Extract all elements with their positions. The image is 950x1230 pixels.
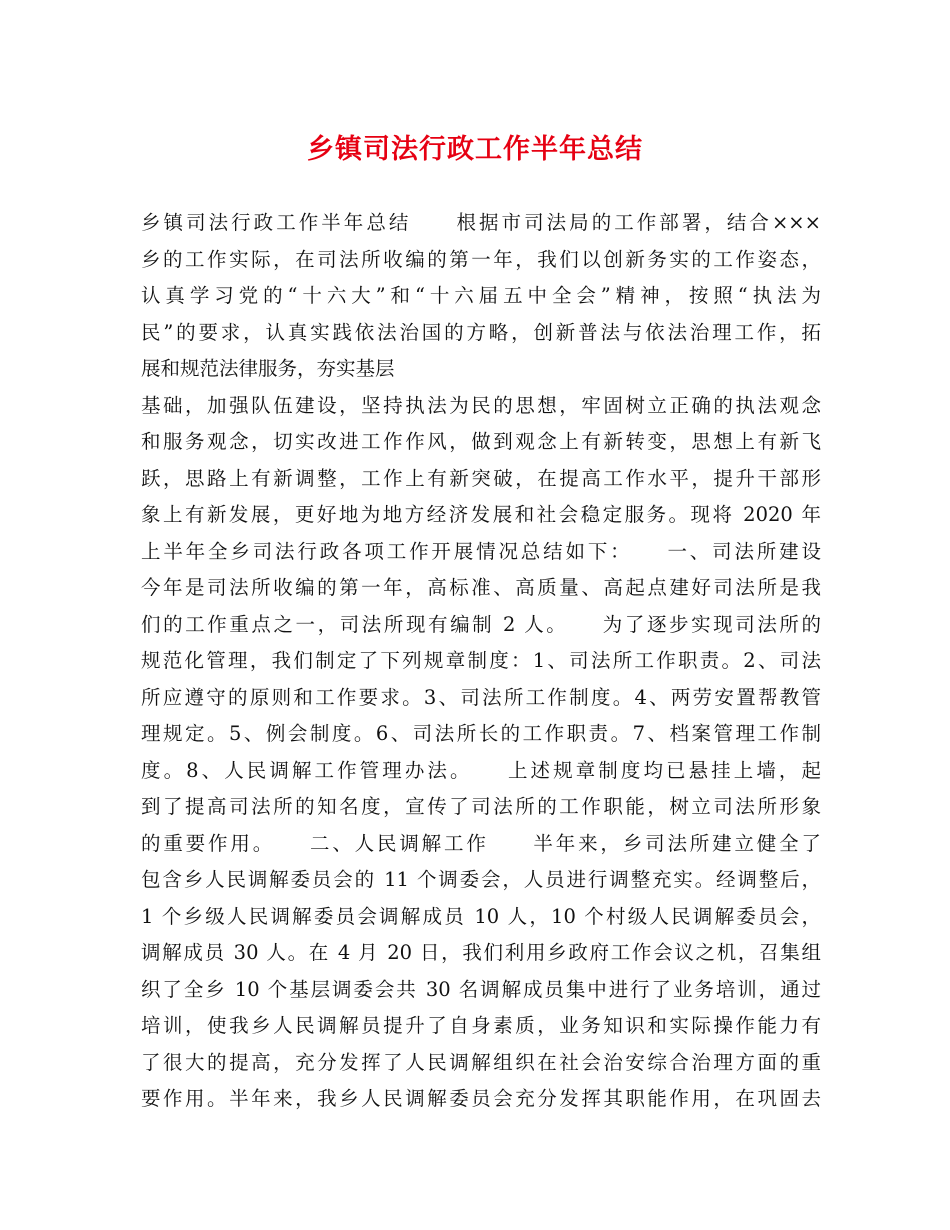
body-line: 展和规范法律服务，夯实基层 xyxy=(141,357,395,380)
body-line: 和服务观念，切实改进工作作风，做到观念上有新转变，思想上有新飞 xyxy=(141,430,821,453)
document-title: 乡镇司法行政工作半年总结 xyxy=(307,134,643,165)
body-line: 今年是司法所收编的第一年，高标准、高质量、高起点建好司法所是我 xyxy=(141,576,821,599)
body-line: 培训，使我乡人民调解员提升了自身素质，业务知识和实际操作能力有 xyxy=(141,1014,821,1037)
body-line: 民”的要求，认真实践依法治国的方略，创新普法与依法治理工作，拓 xyxy=(141,320,821,344)
body-line: 认真学习党的“十六大”和“十六届五中全会”精神，按照“执法为 xyxy=(141,284,821,307)
body-line: 包含乡人民调解委员会的 11 个调委会，人员进行调整充实。经调整后， xyxy=(141,868,821,891)
body-line: 象上有新发展，更好地为地方经济发展和社会稳定服务。现将 2020 年 xyxy=(141,503,821,526)
body-line: 们的工作重点之一，司法所现有编制 2 人。 为了逐步实现司法所的 xyxy=(141,612,821,636)
body-line: 跃，思路上有新调整，工作上有新突破，在提高工作水平，提升干部形 xyxy=(141,466,821,490)
body-line: 乡镇司法行政工作半年总结 根据市司法局的工作部署，结合××× xyxy=(141,211,821,234)
body-line: 所应遵守的原则和工作要求。3、司法所工作制度。4、两劳安置帮教管 xyxy=(141,685,821,709)
body-line: 织了全乡 10 个基层调委会共 30 名调解成员集中进行了业务培训，通过 xyxy=(141,977,821,1001)
body-line: 基础，加强队伍建设，坚持执法为民的思想，牢固树立正确的执法观念 xyxy=(141,393,821,417)
body-line: 了很大的提高，充分发挥了人民调解组织在社会治安综合治理方面的重 xyxy=(141,1050,821,1074)
body-line: 规范化管理，我们制定了下列规章制度：1、司法所工作职责。2、司法 xyxy=(141,649,821,672)
body-line: 的重要作用。 二、人民调解工作 半年来，乡司法所建立健全了 xyxy=(141,831,821,855)
body-line: 调解成员 30 人。在 4 月 20 日，我们利用乡政府工作会议之机，召集组 xyxy=(141,941,821,964)
document-body xyxy=(141,205,821,1118)
body-line: 上半年全乡司法行政各项工作开展情况总结如下： 一、司法所建设 xyxy=(141,539,821,563)
body-line: 乡的工作实际，在司法所收编的第一年，我们以创新务实的工作姿态， xyxy=(141,247,821,271)
body-line: 要作用。半年来，我乡人民调解委员会充分发挥其职能作用，在巩固去 xyxy=(141,1087,821,1110)
body-line: 度。8、人民调解工作管理办法。 上述规章制度均已悬挂上墙，起 xyxy=(141,758,821,782)
body-line: 到了提高司法所的知名度，宣传了司法所的工作职能，树立司法所形象 xyxy=(141,795,821,818)
body-line: 理规定。5、例会制度。6、司法所长的工作职责。7、档案管理工作制 xyxy=(141,722,821,745)
body-line: 1 个乡级人民调解委员会调解成员 10 人，10 个村级人民调解委员会， xyxy=(141,904,821,928)
